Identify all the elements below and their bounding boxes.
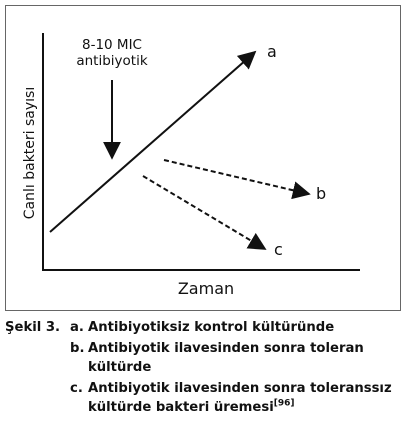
caption-text-c-line1: Antibiyotik ilavesinden sonra toleranssız	[88, 381, 392, 396]
line-c-label: c	[274, 240, 283, 259]
y-axis-label: Canlı bakteri sayısı	[22, 86, 38, 220]
annotation-mic: 8-10 MIC	[82, 37, 142, 53]
caption-text-c-line2: kültürde bakteri üremesi	[88, 400, 274, 415]
caption-key-c: c.	[70, 381, 83, 396]
figure-caption	[5, 318, 405, 417]
line-a	[50, 52, 255, 232]
x-axis-label: Zaman	[177, 279, 235, 298]
caption-reference: [96]	[273, 398, 295, 409]
caption-text-b-line1: Antibiyotik ilavesinden sonra toleran	[88, 341, 364, 356]
caption-text-b-line2: kültürde	[88, 360, 152, 375]
caption-key-b: b.	[70, 341, 85, 356]
line-a-label: a	[267, 42, 277, 61]
line-b-label: b	[316, 184, 327, 203]
line-c	[143, 176, 265, 249]
caption-text-a: Antibiyotiksiz kontrol kültüründe	[88, 320, 335, 335]
annotation-antibiotic: antibiyotik	[76, 53, 148, 69]
line-b	[164, 160, 309, 194]
caption-key-a: a.	[70, 320, 84, 335]
figure-label: Şekil 3.	[5, 320, 61, 335]
